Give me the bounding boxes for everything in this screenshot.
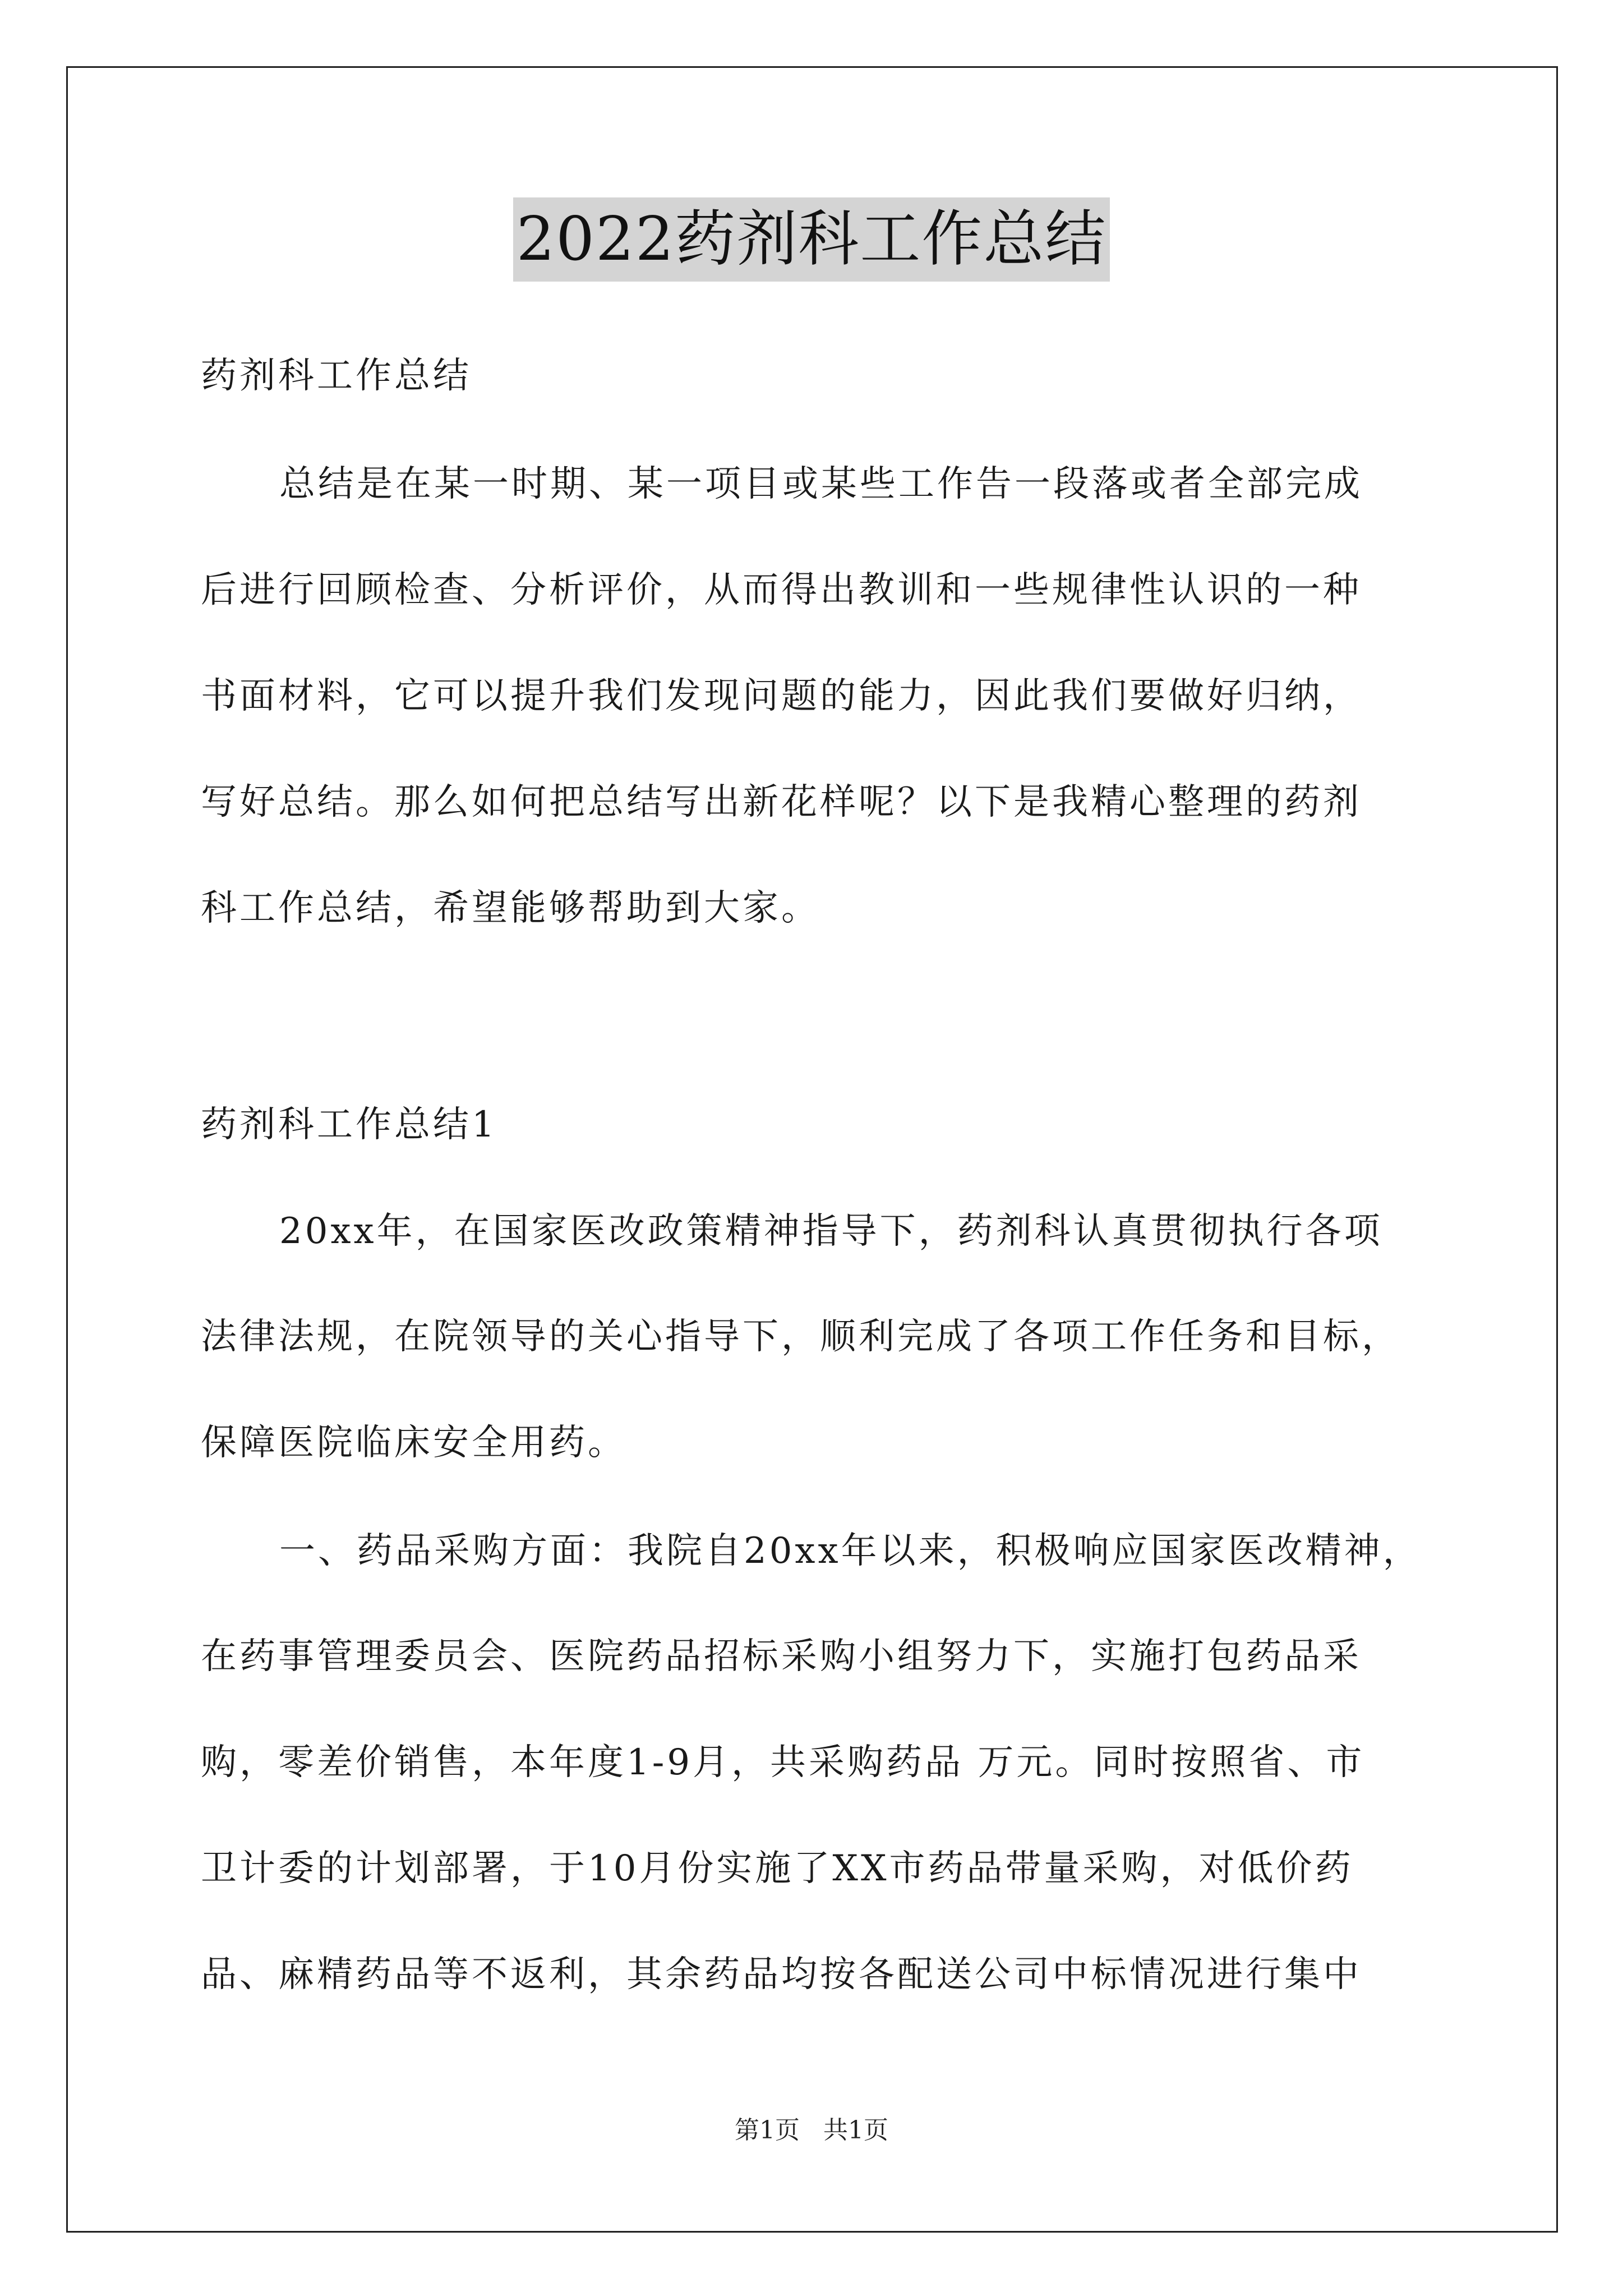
document-subtitle: 药剂科工作总结 <box>201 355 472 397</box>
section-para2-line-4: 卫计委的计划部署，于10月份实施了XX市药品带量采购，对低价药 <box>201 1848 1354 1889</box>
intro-line-3: 书面材料，它可以提升我们发现问题的能力，因此我们要做好归纳， <box>201 675 1362 717</box>
intro-line-4: 写好总结。那么如何把总结写出新花样呢？以下是我精心整理的药剂 <box>201 781 1362 823</box>
section-para2-line-5: 品、麻精药品等不返利，其余药品均按各配送公司中标情况进行集中 <box>201 1954 1362 1995</box>
section-para1-line-3: 保障医院临床安全用药。 <box>201 1422 626 1464</box>
intro-line-2: 后进行回顾检查、分析评价，从而得出教训和一些规律性认识的一种 <box>201 569 1362 611</box>
section-para2-line-1: 一、药品采购方面：我院自20xx年以来，积极响应国家医改精神， <box>279 1530 1422 1572</box>
section-para2-line-2: 在药事管理委员会、医院药品招标采购小组努力下，实施打包药品采 <box>201 1636 1362 1677</box>
intro-line-1: 总结是在某一时期、某一项目或某些工作告一段落或者全部完成 <box>279 463 1363 505</box>
intro-line-5: 科工作总结，希望能够帮助到大家。 <box>201 887 820 929</box>
page-footer: 第1页 共1页 <box>735 2116 888 2145</box>
section-heading: 药剂科工作总结1 <box>201 1104 497 1145</box>
section-para2-line-3: 购，零差价销售，本年度1-9月，共采购药品 万元。同时按照省、市 <box>201 1742 1365 1783</box>
document-title: 2022药剂科工作总结 <box>513 197 1110 282</box>
title-container <box>0 197 1623 282</box>
section-para1-line-1: 20xx年，在国家医改政策精神指导下，药剂科认真贯彻执行各项 <box>279 1211 1383 1252</box>
section-para1-line-2: 法律法规，在院领导的关心指导下，顺利完成了各项工作任务和目标， <box>201 1316 1400 1358</box>
